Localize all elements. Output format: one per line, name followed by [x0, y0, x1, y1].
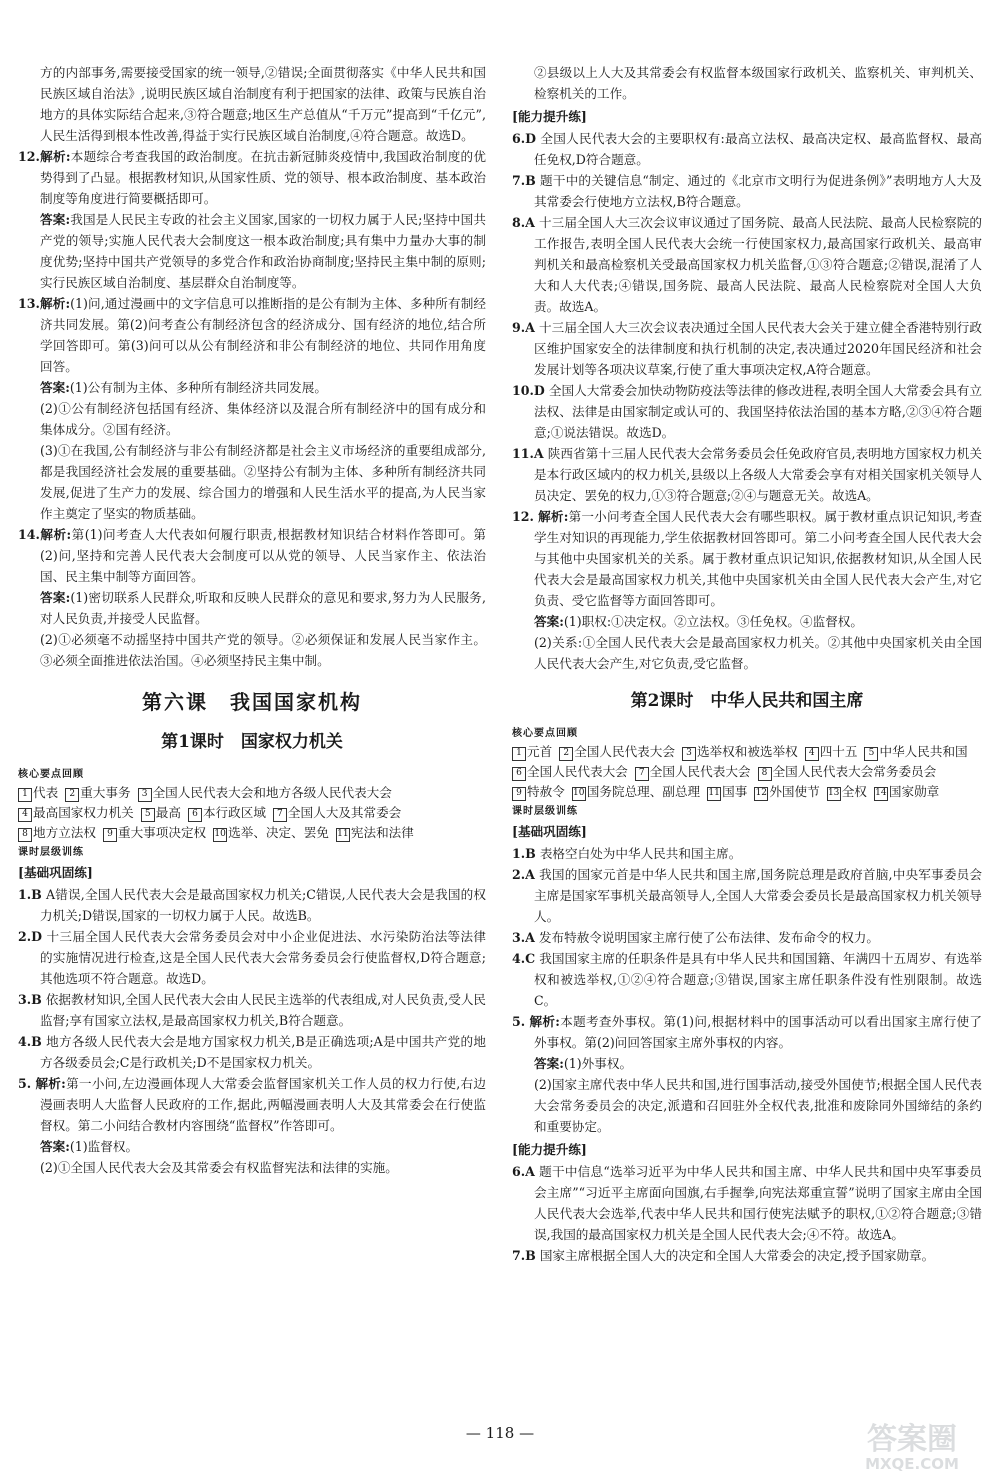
answer-label: 答案:	[534, 614, 564, 629]
answer-text: (2)①全国人民代表大会及其常委会有权监督宪法和法律的实施。	[40, 1160, 398, 1175]
core-points-list	[512, 742, 982, 802]
core-point-item	[707, 782, 747, 802]
question-explanation: 我国国家主席的任职条件是具有中华人民共和国国籍、年满四十五周岁、有选举权和被选举权,①②④符合题意;③错误,国家主席任职条件没有性别限制。故选C。	[534, 951, 982, 1008]
core-point-item	[18, 823, 96, 843]
core-point-item	[188, 803, 266, 823]
question-explanation: A错误,全国人民代表大会是最高国家权力机关;C错误,人民代表大会是我国的权力机关;D错误,国家的一切权力属于人民。故选B。	[40, 887, 486, 923]
question-12: 12.解析:本题综合考查我国的政治制度。在抗击新冠肺炎疫情中,我国政治制度的优势得到了凸显。根据教材知识,从国家性质、党的领导、根本政治制度、基本政治制度等角度进行简要概括即可。	[18, 149, 486, 206]
question-item	[18, 884, 486, 926]
item-number-box: 4	[805, 747, 819, 761]
answer-text: (1)外事权。	[563, 1056, 633, 1071]
paragraph: ②县级以上人大及其常委会有权监督本级国家行政机关、监察机关、审判机关、检察机关的工作。	[534, 65, 982, 101]
item-number-box: 6	[188, 808, 202, 822]
item-number-box: 3	[138, 788, 152, 802]
core-point-text: 中华人民共和国	[879, 744, 968, 759]
lesson-title: 第六课 我国国家机构	[142, 690, 362, 714]
question-item	[512, 506, 982, 611]
core-point-item	[805, 742, 858, 762]
item-number-box: 8	[18, 828, 32, 842]
item-number-box: 7	[273, 808, 287, 822]
core-point-item	[827, 782, 867, 802]
session-2-title: 第2课时 中华人民共和国主席	[630, 691, 864, 711]
core-points-heading: 核心要点回顾	[18, 769, 84, 780]
answer-14: 答案:(1)密切联系人民群众,听取和反映人民群众的意见和要求,努力为人民服务,对人民负责,并接受人民监督。	[40, 590, 486, 626]
question-number: 12.	[512, 509, 534, 524]
question-item	[512, 212, 982, 317]
basic-practice-heading: [基础巩固练]	[18, 865, 93, 880]
core-point-item	[864, 742, 967, 762]
question-explanation: 全国人民代表大会的主要职权有:最高立法权、最高决定权、最高监督权、最高任免权,D符合题意。	[534, 131, 982, 167]
core-points-list	[18, 783, 486, 843]
core-point-text: 最高	[155, 805, 181, 820]
core-point-text: 重大事务	[80, 785, 131, 800]
question-number: 5.	[18, 1076, 32, 1091]
core-point-text: 全国人民代表大会	[649, 764, 751, 779]
question-item	[512, 948, 982, 1011]
core-point-item	[138, 783, 392, 803]
core-point-item	[758, 762, 937, 782]
question-explanation: 第一小问考查全国人民代表大会有哪些职权。属于教材重点识记知识,考查学生对知识的再现能力,学生依据教材回答即可。第二小问考查全国人民代表大会与其他中央国家机关的关系。属于教材重点识记知识,依据教材知识,从全国人民代表大会是最高国家权力机关,其他中央国家机关由全国人民代表大会产生,对它负责、受它监督等方面回答即可。	[534, 509, 982, 608]
question-explanation: 题干中信息“选举习近平为中华人民共和国主席、中华人民共和国中央军事委员会主席”“习近平主席面向国旗,右手握拳,向宪法郑重宣誓”说明了国家主席由全国人民代表大会选举,代表中华人民共和国行使宪法赋予的职权,①②符合题意;③错误,我国的最高国家权力机关是全国人民代表大会;④不符。故选A。	[534, 1164, 982, 1242]
question-item	[512, 864, 982, 927]
question-item	[18, 926, 486, 989]
question-number: 4.C	[512, 951, 536, 966]
answer-line	[512, 1074, 982, 1137]
core-point-text: 全国人民代表大会	[527, 764, 628, 779]
answer-text: (2)关系:①全国人民代表大会是最高国家权力机关。②其他中央国家机关由全国人民代表大会产生,对它负责,受它监督。	[534, 635, 982, 671]
question-number: 7.B	[512, 173, 536, 188]
question-explanation: 国家主席根据全国人大的决定和全国人大常委会的决定,授予国家勋章。	[539, 1248, 935, 1263]
core-point-text: 国事	[722, 784, 748, 799]
question-number: 9.A	[512, 320, 535, 335]
question-explanation: 发布特赦令说明国家主席行使了公布法律、发布命令的权力。	[538, 930, 879, 945]
core-point-item	[874, 782, 939, 802]
core-point-text: 元首	[527, 744, 553, 759]
core-point-text: 选举权和被选举权	[696, 744, 798, 759]
page-number: — 118 —	[465, 1424, 535, 1442]
core-point-item	[141, 803, 181, 823]
question-explanation: 全国人大常委会加快动物防疫法等法律的修改进程,表明全国人大常委会具有立法权、法律是由国家制定或认可的、我国坚持依法治国的基本方略,②③④符合题意;①说法错误。故选D。	[534, 383, 982, 440]
core-point-item	[512, 762, 628, 782]
item-number-box: 9	[103, 828, 117, 842]
core-point-text: 宪法和法律	[350, 825, 414, 840]
answer-14-2: (2)①必须毫不动摇坚持中国共产党的领导。②必须保证和发展人民当家作主。③必须全面推进依法治国。④必须坚持民主集中制。	[40, 632, 486, 668]
svg-text:MXQE.COM: MXQE.COM	[865, 1455, 959, 1473]
question-number: 3.B	[18, 992, 42, 1007]
question-item	[18, 989, 486, 1031]
core-point-text: 本行政区域	[202, 805, 266, 820]
training-heading: 课时层级训练	[512, 806, 578, 817]
question-number: 2.A	[512, 867, 535, 882]
core-point-item	[682, 742, 798, 762]
question-number: 4.B	[18, 1034, 42, 1049]
question-explanation: 十三届全国人大三次会议审议通过了国务院、最高人民法院、最高人民检察院的工作报告,表明全国人民代表大会统一行使国家权力,最高国家行政机关、最高审判机关和最高检察机关受最高国家权力机关监督,①③符合题意;②错误,混淆了人大和人大代表;④错误,国务院、最高人民法院、最高人民检察院对全国人大负责。故选A。	[534, 215, 982, 314]
ability-practice-heading: [能力提升练]	[512, 109, 587, 124]
core-point-text: 全国人民代表大会	[574, 744, 675, 759]
session-1-title: 第1课时 国家权力机关	[161, 732, 343, 752]
core-point-item	[336, 823, 414, 843]
item-number-box: 4	[18, 808, 32, 822]
core-point-text: 最高国家权力机关	[33, 805, 134, 820]
core-point-text: 国务院总理、副总理	[586, 784, 701, 799]
question-explanation: 本题考查外事权。第(1)问,根据材料中的国事活动可以看出国家主席行使了外事权。第(2)问回答国家主席外事权的内容。	[534, 1014, 982, 1050]
analysis-label: 解析:	[538, 509, 569, 524]
core-point-text: 全国人民代表大会常务委员会	[772, 764, 937, 779]
question-item	[512, 170, 982, 212]
question-number: 8.A	[512, 215, 535, 230]
question-number: 3.A	[512, 930, 535, 945]
question-number: 11.A	[512, 446, 544, 461]
question-explanation: 十三届全国人大三次会议表决通过全国人民代表大会关于建立健全香港特别行政区维护国家安全的法律制度和执行机制的决定,表决通过2020年国民经济和社会发展计划等各项决议草案,行使了重大事项决定权,A符合题意。	[534, 320, 982, 377]
core-point-item	[559, 742, 675, 762]
core-point-text: 全权	[841, 784, 867, 799]
item-number-box: 13	[827, 787, 841, 801]
item-number-box: 12	[754, 787, 768, 801]
question-13: 13.解析:(1)问,通过漫画中的文字信息可以推断指的是公有制为主体、多种所有制经济共同发展。第(2)问考查公有制经济包含的经济成分、国有经济的地位,结合所学回答即可。第(3)问可以从公有制经济和非公有制经济的地位、共同作用角度回答。	[18, 296, 487, 374]
core-point-text: 特赦令	[527, 784, 565, 799]
core-point-item	[18, 803, 134, 823]
answer-13: 答案:(1)公有制为主体、多种所有制经济共同发展。	[40, 380, 327, 395]
question-explanation: 陕西省第十三届人民代表大会常务委员会任免政府官员,表明地方国家权力机关是本行政区域内的权力机关,县级以上各级人大常委会享有对相关国家机关领导人员决定、罢免的权力,①③符合题意;②④与题意无关。故选A。	[534, 446, 982, 503]
core-point-item	[273, 803, 401, 823]
question-number: 10.D	[512, 383, 545, 398]
question-item	[512, 443, 982, 506]
question-number: 1.B	[18, 887, 42, 902]
basic-practice-list	[18, 884, 486, 1178]
analysis-label: 解析:	[35, 1076, 66, 1091]
core-point-text: 四十五	[819, 744, 858, 759]
item-number-box: 1	[18, 788, 32, 802]
question-number: 1.B	[512, 846, 536, 861]
question-number: 6.D	[512, 131, 537, 146]
question-explanation: 题干中的关键信息“制定、通过的《北京市文明行为促进条例》”表明地方人大及其常委会行使地方立法权,B符合题意。	[534, 173, 982, 209]
question-number: 7.B	[512, 1248, 536, 1263]
item-number-box: 5	[141, 808, 155, 822]
paragraph: 方的内部事务,需要接受国家的统一领导,②错误;全面贯彻落实《中华人民共和国民族区域自治法》,说明民族区域自治制度有利于把国家的法律、政策与民族自治地方的具体实际结合起来,③符合题意;地区生产总值从“千万元”提高到“千亿元”,人民生活得到根本性改善,得益于实行民族区域自治制度,④符合题意。故选D。	[40, 65, 486, 143]
item-number-box: 7	[635, 767, 649, 781]
item-number-box: 11	[707, 787, 721, 801]
answer-line	[18, 1157, 486, 1178]
core-point-text: 国家勋章	[888, 784, 940, 799]
watermark-logo	[830, 1415, 995, 1475]
answer-label: 答案:	[534, 1056, 564, 1071]
answer-text: (1)职权:①决定权。②立法权。③任免权。④监督权。	[563, 614, 863, 629]
answer-13-2: (2)①公有制经济包括国有经济、集体经济以及混合所有制经济中的国有成分和集体成分。②国有经济。	[40, 401, 486, 437]
answer-label: 答案:	[40, 1139, 70, 1154]
core-point-item	[103, 823, 206, 843]
question-number: 5.	[512, 1014, 526, 1029]
answer-line	[512, 1053, 982, 1074]
question-item	[18, 1031, 486, 1073]
core-point-item	[635, 762, 751, 782]
item-number-box: 5	[864, 747, 878, 761]
item-number-box: 1	[512, 747, 526, 761]
question-explanation: 第一小问,左边漫画体现人大常委会监督国家机关工作人员的权力行使,右边漫画表明人大监督人民政府的工作,据此,两幅漫画表明人大及其常委会在行使监督权。第二小问结合教材内容围绕“监督权”作答即可。	[40, 1076, 486, 1133]
basic-practice-list	[512, 843, 982, 1137]
answer-line	[512, 611, 982, 632]
ability-practice-list	[512, 128, 982, 674]
core-point-item	[572, 782, 700, 802]
core-point-text: 代表	[33, 785, 59, 800]
ability-practice-list	[512, 1161, 982, 1266]
left-column	[18, 62, 486, 1178]
svg-text:答案圈: 答案圈	[867, 1422, 957, 1457]
question-number: 6.A	[512, 1164, 535, 1179]
answer-line	[512, 632, 982, 674]
question-item	[512, 380, 982, 443]
question-item	[512, 128, 982, 170]
core-point-text: 全国人大及其常委会	[287, 805, 402, 820]
question-item	[512, 1245, 982, 1266]
item-number-box: 2	[65, 788, 79, 802]
answer-text: (2)国家主席代表中华人民共和国,进行国事活动,接受外国使节;根据全国人民代表大会常务委员会的决定,派遣和召回驻外全权代表,批准和废除同外国缔结的条约和重要协定。	[534, 1077, 982, 1134]
item-number-box: 11	[336, 828, 350, 842]
analysis-label: 解析:	[529, 1014, 560, 1029]
core-point-text: 选举、决定、罢免	[228, 825, 329, 840]
core-point-item	[65, 783, 130, 803]
question-14: 14.解析:第(1)问考查人大代表如何履行职责,根据教材知识结合材料作答即可。第(2)问,坚持和完善人民代表大会制度可以从党的领导、人民当家作主、依法治国、民主集中制等方面回答。	[18, 527, 486, 584]
item-number-box: 9	[512, 787, 526, 801]
training-heading: 课时层级训练	[18, 847, 84, 858]
question-explanation: 地方各级人民代表大会是地方国家权力机关,B是正确选项;A是中国共产党的地方各级委员会;C是行政机关;D不是国家权力机关。	[40, 1034, 486, 1070]
basic-practice-heading: [基础巩固练]	[512, 824, 587, 839]
item-number-box: 2	[559, 747, 573, 761]
right-column	[512, 62, 982, 1266]
item-number-box: 14	[874, 787, 888, 801]
core-point-text: 全国人民代表大会和地方各级人民代表大会	[152, 785, 392, 800]
question-item	[512, 317, 982, 380]
core-point-text: 地方立法权	[33, 825, 96, 840]
core-point-item	[512, 742, 552, 762]
ability-practice-heading: [能力提升练]	[512, 1142, 587, 1157]
question-item	[512, 1011, 982, 1053]
core-points-heading: 核心要点回顾	[512, 728, 578, 739]
question-explanation: 表格空白处为中华人民共和国主席。	[539, 846, 742, 861]
core-point-text: 外国使节	[769, 784, 820, 799]
question-explanation: 十三届全国人民代表大会常务委员会对中小企业促进法、水污染防治法等法律的实施情况进行检查,这是全国人民代表大会常务委员会行使监督权,D符合题意;其他选项不符合题意。故选D。	[40, 929, 486, 986]
answer-12: 答案:我国是人民民主专政的社会主义国家,国家的一切权力属于人民;坚持中国共产党的领导;实施人民代表大会制度这一根本政治制度;具有集中力量办大事的制度优势;坚持中国共产党领导的多党合作和政治协商制度;坚持民主集中制的原则;实行民族区域自治制度、基层群众自治制度等。	[40, 212, 486, 290]
question-item	[512, 1161, 982, 1245]
question-number: 2.D	[18, 929, 43, 944]
question-explanation: 我国的国家元首是中华人民共和国主席,国务院总理是政府首脑,中央军事委员会主席是国家军事机关最高领导人,全国人大常委会委员长是最高国家权力机关领导人。	[534, 867, 982, 924]
core-point-item	[512, 782, 565, 802]
question-item	[18, 1073, 486, 1136]
question-item	[512, 843, 982, 864]
item-number-box: 10	[572, 787, 586, 801]
question-explanation: 依据教材知识,全国人民代表大会由人民民主选举的代表组成,对人民负责,受人民监督;享有国家立法权,是最高国家权力机关,B符合题意。	[40, 992, 487, 1028]
answer-line	[18, 1136, 486, 1157]
answer-text: (1)监督权。	[69, 1139, 139, 1154]
core-point-item	[213, 823, 329, 843]
core-point-item	[754, 782, 819, 802]
question-item	[512, 927, 982, 948]
item-number-box: 3	[682, 747, 696, 761]
item-number-box: 6	[512, 767, 526, 781]
item-number-box: 8	[758, 767, 772, 781]
answer-13-3: (3)①在我国,公有制经济与非公有制经济都是社会主义市场经济的重要组成部分,都是我国经济社会发展的重要基础。②坚持公有制为主体、多种所有制经济共同发展,促进了生产力的发展、综合国力的增强和人民生活水平的提高,为人民当家作主奠定了坚实的物质基础。	[40, 443, 486, 521]
item-number-box: 10	[213, 828, 227, 842]
core-point-text: 重大事项决定权	[117, 825, 207, 840]
core-point-item	[18, 783, 58, 803]
